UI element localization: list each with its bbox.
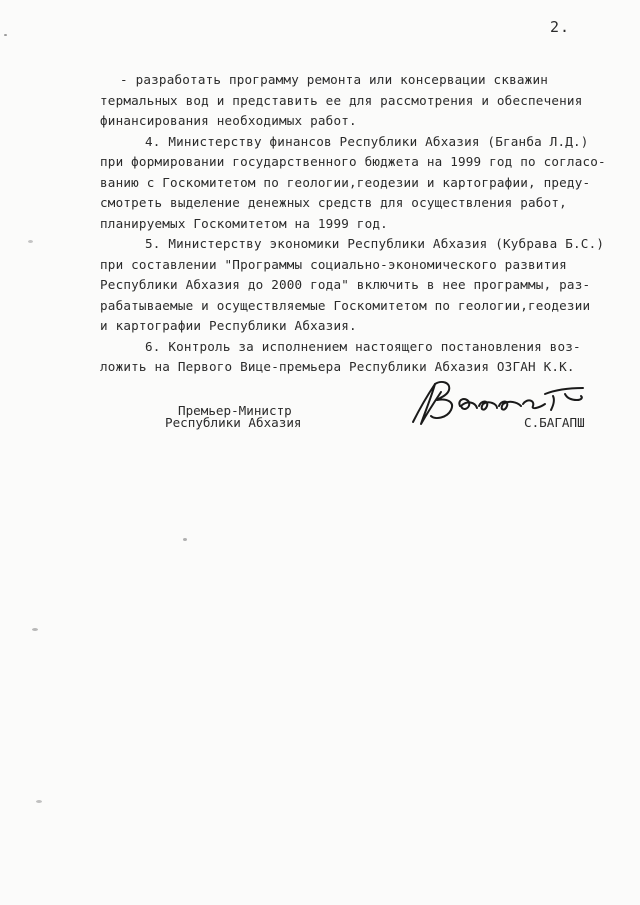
text-line: ванию с Госкомитетом по геологии,геодезии и картографии, преду- <box>100 174 591 190</box>
signatory-title: Премьер-Министр <box>178 403 292 418</box>
scan-speck <box>28 240 33 243</box>
handwritten-signature <box>405 370 590 430</box>
page-number: 2. <box>550 18 571 36</box>
signatory-name: С.БАГАПШ <box>524 415 585 430</box>
paragraph-5-start: 5. Министерству экономики Республики Абхазия (Кубрава Б.С.) <box>145 236 605 251</box>
scan-speck <box>183 538 187 541</box>
scan-speck <box>32 628 38 631</box>
text-line: планируемых Госкомитетом на 1999 год. <box>100 215 388 231</box>
text-line: - разработать программу ремонта или консервации скважин <box>120 72 549 87</box>
text-line: смотреть выделение денежных средств для осуществления работ, <box>100 195 567 210</box>
text-line: при составлении "Программы социально-экономического развития <box>100 256 567 272</box>
text-line: и картографии Республики Абхазия. <box>100 318 357 333</box>
paragraph-6-start: 6. Контроль за исполнением настоящего постановления воз- <box>145 338 581 354</box>
text-line: ложить на Первого Вице-премьера Республики Абхазия ОЗГАН К.К. <box>100 359 575 374</box>
paragraph-4-start: 4. Министерству финансов Республики Абхазия (Бганба Л.Д.) <box>145 133 589 149</box>
text-line: термальных вод и представить ее для рассмотрения и обеспечения <box>100 92 583 108</box>
text-line: Республики Абхазия до 2000 года" включить в нее программы, раз- <box>100 277 591 292</box>
text-line: финансирования необходимых работ. <box>100 113 357 128</box>
text-line: рабатываемые и осуществляемые Госкомитетом по геологии,геодезии <box>100 297 591 313</box>
text-line: при формировании государственного бюджета на 1999 год по согласо- <box>100 154 606 169</box>
body-text <box>100 70 620 378</box>
signatory-title-line2: Республики Абхазия <box>165 415 302 430</box>
scan-speck <box>4 34 7 36</box>
scan-speck <box>36 800 42 803</box>
